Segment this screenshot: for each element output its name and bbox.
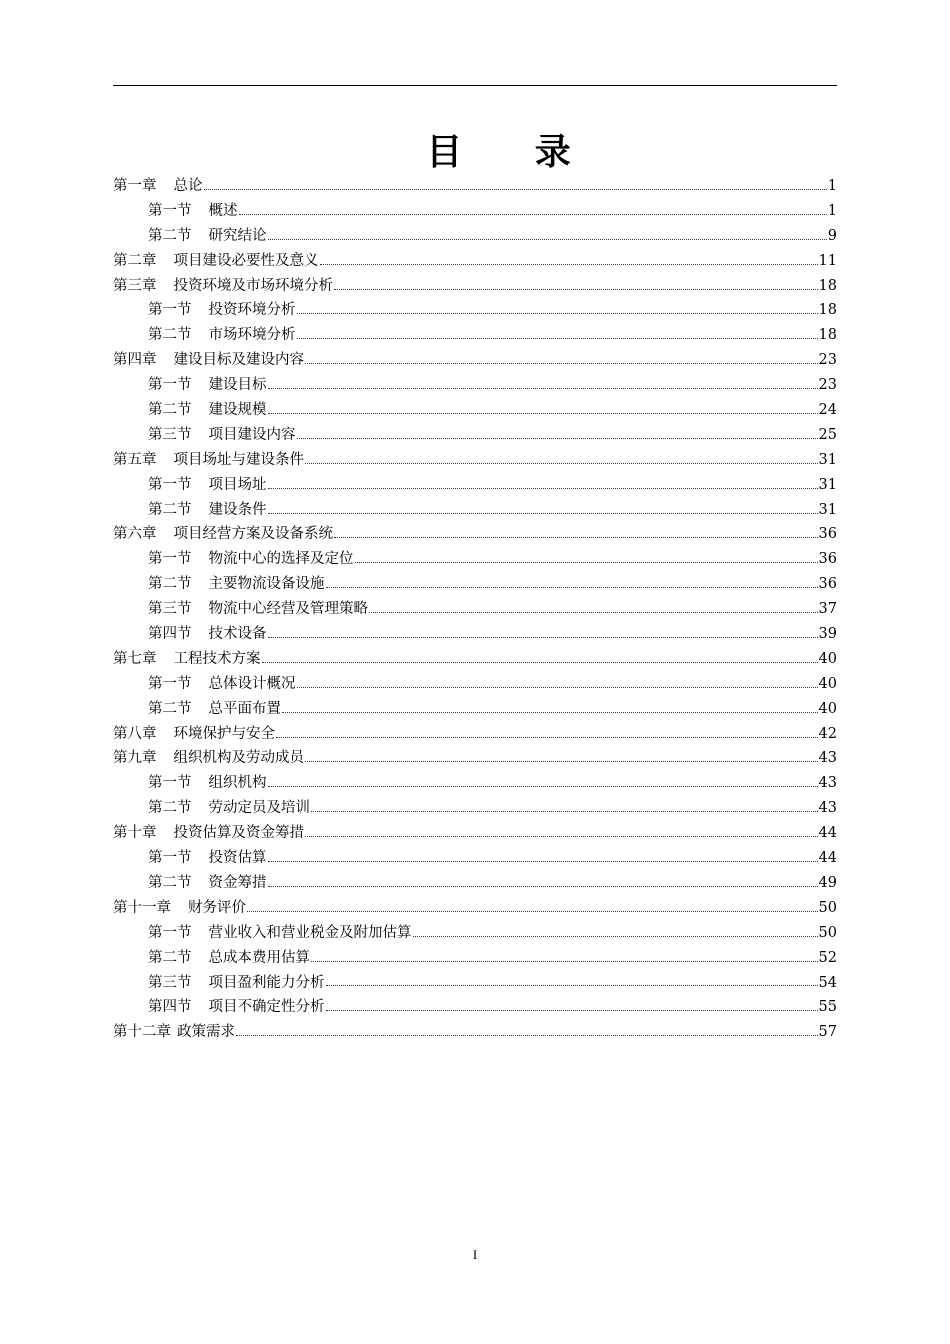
toc-entry-title: 市场环境分析 — [208, 327, 296, 344]
table-of-contents — [113, 174, 837, 1045]
toc-entry-page: 31 — [818, 451, 837, 468]
toc-entry-label — [113, 348, 304, 373]
toc-entry-title: 组织机构 — [208, 775, 267, 792]
toc-entry-number: 第一节 — [148, 675, 192, 692]
toc-dot-leader — [297, 438, 818, 439]
toc-entry-page: 40 — [818, 675, 837, 692]
toc-dot-leader — [268, 786, 818, 787]
toc-entry-page: 36 — [818, 551, 837, 568]
toc-entry-label — [148, 323, 296, 348]
toc-entry-page: 43 — [818, 750, 837, 767]
toc-chapter-entry[interactable] — [113, 274, 837, 299]
toc-dot-leader — [204, 189, 827, 190]
toc-dot-leader — [305, 363, 818, 364]
toc-entry-title: 项目建设内容 — [208, 426, 296, 443]
toc-entry-title: 建设目标及建设内容 — [173, 352, 304, 369]
toc-entry-title: 技术设备 — [208, 626, 267, 643]
toc-section-entry[interactable] — [113, 473, 837, 498]
toc-dot-leader — [326, 1010, 818, 1011]
toc-entry-label — [148, 498, 267, 523]
toc-entry-title: 劳动定员及培训 — [208, 800, 310, 817]
toc-dot-leader — [268, 513, 818, 514]
toc-entry-number: 第一节 — [148, 850, 192, 867]
toc-entry-label — [113, 522, 333, 547]
toc-chapter-entry[interactable] — [113, 174, 837, 199]
toc-entry-number: 第二节 — [148, 501, 192, 518]
toc-section-entry[interactable] — [113, 298, 837, 323]
toc-entry-number: 第一节 — [148, 551, 192, 568]
toc-entry-page: 39 — [818, 626, 837, 643]
toc-dot-leader — [247, 911, 818, 912]
toc-entry-label — [148, 771, 267, 796]
toc-entry-page: 31 — [818, 476, 837, 493]
toc-entry-label — [148, 547, 354, 572]
toc-dot-leader — [369, 612, 818, 613]
toc-entry-page: 23 — [818, 377, 837, 394]
toc-section-entry[interactable] — [113, 921, 837, 946]
toc-dot-leader — [268, 861, 818, 862]
toc-entry-number: 第六章 — [113, 526, 157, 543]
toc-dot-leader — [297, 338, 818, 339]
toc-entry-label — [148, 796, 310, 821]
toc-entry-label — [113, 274, 333, 299]
toc-section-entry[interactable] — [113, 771, 837, 796]
toc-chapter-entry[interactable] — [113, 896, 837, 921]
toc-entry-page: 37 — [818, 601, 837, 618]
toc-entry-number: 第五章 — [113, 451, 157, 468]
toc-dot-leader — [326, 587, 818, 588]
toc-chapter-entry[interactable] — [113, 722, 837, 747]
header-rule — [113, 85, 837, 86]
toc-entry-label — [148, 398, 267, 423]
toc-entry-number: 第四章 — [113, 352, 157, 369]
toc-entry-page: 1 — [827, 178, 837, 194]
toc-entry-label — [148, 871, 267, 896]
toc-entry-label — [148, 995, 325, 1020]
toc-entry-title: 主要物流设备设施 — [208, 576, 325, 593]
toc-entry-title: 总平面布置 — [208, 700, 281, 717]
toc-chapter-entry[interactable] — [113, 1020, 837, 1045]
toc-entry-number: 第一章 — [113, 178, 157, 194]
toc-entry-label — [113, 896, 246, 921]
toc-entry-label — [148, 971, 325, 996]
toc-entry-title: 建设目标 — [208, 377, 267, 394]
toc-section-entry[interactable] — [113, 323, 837, 348]
toc-dot-leader — [355, 562, 818, 563]
toc-entry-title: 项目不确定性分析 — [208, 999, 325, 1016]
toc-entry-label — [148, 622, 267, 647]
toc-entry-number: 第八章 — [113, 725, 157, 742]
toc-entry-number: 第三节 — [148, 974, 192, 991]
toc-dot-leader — [239, 214, 827, 215]
toc-entry-title: 总体设计概况 — [208, 675, 296, 692]
toc-entry-page: 36 — [818, 576, 837, 593]
toc-section-entry[interactable] — [113, 423, 837, 448]
toc-entry-page: 52 — [818, 949, 837, 966]
toc-dot-leader — [276, 737, 818, 738]
toc-entry-title: 环境保护与安全 — [173, 725, 275, 742]
toc-dot-leader — [320, 264, 818, 265]
toc-entry-label — [148, 224, 267, 249]
toc-entry-page: 1 — [827, 202, 837, 219]
toc-entry-title: 投资环境及市场环境分析 — [173, 277, 333, 294]
toc-entry-number: 第四节 — [148, 626, 192, 643]
toc-entry-title: 资金筹措 — [208, 874, 267, 891]
toc-entry-number: 第二节 — [148, 949, 192, 966]
toc-dot-leader — [268, 239, 827, 240]
toc-entry-number: 第十一章 — [113, 899, 171, 916]
toc-section-entry[interactable] — [113, 199, 837, 224]
toc-entry-number: 第十二章 — [113, 1024, 171, 1041]
toc-entry-page: 25 — [818, 426, 837, 443]
toc-section-entry[interactable] — [113, 946, 837, 971]
toc-section-entry[interactable] — [113, 224, 837, 249]
toc-entry-page: 36 — [818, 526, 837, 543]
toc-entry-page: 49 — [818, 874, 837, 891]
toc-entry-number: 第九章 — [113, 750, 157, 767]
toc-entry-number: 第七章 — [113, 650, 157, 667]
toc-dot-leader — [305, 463, 818, 464]
toc-entry-number: 第十章 — [113, 825, 157, 842]
toc-entry-page: 11 — [818, 252, 837, 269]
toc-section-entry[interactable] — [113, 672, 837, 697]
toc-entry-number: 第一节 — [148, 924, 192, 941]
toc-entry-page: 44 — [818, 850, 837, 867]
toc-entry-number: 第一节 — [148, 302, 192, 319]
toc-dot-leader — [326, 985, 818, 986]
toc-entry-title: 物流中心的选择及定位 — [208, 551, 354, 568]
toc-entry-number: 第一节 — [148, 202, 192, 219]
toc-entry-number: 第二节 — [148, 800, 192, 817]
toc-entry-page: 18 — [818, 302, 837, 319]
toc-entry-title: 建设规模 — [208, 402, 267, 419]
toc-entry-page: 40 — [818, 700, 837, 717]
toc-section-entry[interactable] — [113, 995, 837, 1020]
toc-chapter-entry[interactable] — [113, 821, 837, 846]
toc-dot-leader — [334, 537, 818, 538]
toc-dot-leader — [334, 289, 818, 290]
toc-entry-title: 财务评价 — [188, 899, 246, 916]
toc-entry-label — [148, 846, 267, 871]
toc-entry-title: 项目场址 — [208, 476, 267, 493]
toc-dot-leader — [282, 712, 818, 713]
page-number: I — [472, 1247, 478, 1262]
toc-chapter-entry[interactable] — [113, 348, 837, 373]
toc-entry-number: 第一节 — [148, 775, 192, 792]
toc-entry-title: 政策需求 — [177, 1024, 235, 1041]
toc-entry-label — [148, 921, 412, 946]
toc-entry-title: 营业收入和营业税金及附加估算 — [208, 924, 412, 941]
toc-entry-title: 投资估算 — [208, 850, 267, 867]
toc-entry-number: 第四节 — [148, 999, 192, 1016]
toc-dot-leader — [268, 637, 818, 638]
toc-dot-leader — [297, 313, 818, 314]
toc-chapter-entry[interactable] — [113, 448, 837, 473]
toc-dot-leader — [268, 388, 818, 389]
toc-entry-label — [113, 647, 261, 672]
toc-entry-page: 43 — [818, 800, 837, 817]
toc-entry-page: 54 — [818, 974, 837, 991]
toc-entry-page: 57 — [818, 1024, 837, 1041]
toc-entry-label — [148, 672, 296, 697]
toc-entry-title: 投资环境分析 — [208, 302, 296, 319]
toc-dot-leader — [236, 1035, 818, 1036]
toc-dot-leader — [413, 936, 818, 937]
toc-entry-number: 第二节 — [148, 402, 192, 419]
toc-section-entry[interactable] — [113, 697, 837, 722]
toc-section-entry[interactable] — [113, 597, 837, 622]
toc-section-entry[interactable] — [113, 498, 837, 523]
toc-entry-page: 55 — [818, 999, 837, 1016]
toc-entry-page: 42 — [818, 725, 837, 742]
toc-section-entry[interactable] — [113, 622, 837, 647]
toc-chapter-entry[interactable] — [113, 746, 837, 771]
toc-entry-page: 23 — [818, 352, 837, 369]
toc-entry-label — [148, 697, 281, 722]
toc-entry-title: 项目盈利能力分析 — [208, 974, 325, 991]
toc-entry-label — [148, 597, 368, 622]
toc-entry-label — [148, 199, 238, 224]
toc-entry-page: 40 — [818, 650, 837, 667]
toc-entry-title: 项目场址与建设条件 — [173, 451, 304, 468]
toc-entry-title: 总论 — [173, 178, 203, 194]
toc-entry-label — [113, 448, 304, 473]
toc-entry-label — [148, 473, 267, 498]
toc-entry-number: 第二节 — [148, 874, 192, 891]
toc-entry-page: 9 — [827, 227, 837, 244]
toc-entry-title: 工程技术方案 — [173, 650, 261, 667]
toc-entry-label — [148, 423, 296, 448]
toc-section-entry[interactable] — [113, 572, 837, 597]
toc-entry-title: 建设条件 — [208, 501, 267, 518]
toc-entry-page: 24 — [818, 402, 837, 419]
toc-entry-number: 第三节 — [148, 601, 192, 618]
toc-entry-label — [148, 373, 267, 398]
toc-entry-number: 第三章 — [113, 277, 157, 294]
toc-entry-number: 第二节 — [148, 227, 192, 244]
toc-entry-number: 第一节 — [148, 377, 192, 394]
toc-dot-leader — [268, 488, 818, 489]
toc-entry-number: 第二节 — [148, 576, 192, 593]
toc-dot-leader — [297, 687, 818, 688]
toc-section-entry[interactable] — [113, 846, 837, 871]
toc-entry-number: 第二节 — [148, 327, 192, 344]
toc-entry-title: 总成本费用估算 — [208, 949, 310, 966]
toc-entry-page: 18 — [818, 327, 837, 344]
toc-entry-number: 第三节 — [148, 426, 192, 443]
toc-chapter-entry[interactable] — [113, 522, 837, 547]
toc-section-entry[interactable] — [113, 373, 837, 398]
toc-entry-label — [113, 722, 275, 747]
toc-entry-label — [113, 821, 304, 846]
toc-entry-label — [113, 249, 319, 274]
toc-dot-leader — [311, 811, 818, 812]
toc-entry-page: 50 — [818, 924, 837, 941]
toc-entry-title: 物流中心经营及管理策略 — [208, 601, 368, 618]
toc-chapter-entry[interactable] — [113, 249, 837, 274]
toc-entry-label — [148, 298, 296, 323]
toc-entry-label — [113, 1020, 235, 1045]
toc-entry-number: 第一节 — [148, 476, 192, 493]
toc-dot-leader — [262, 662, 818, 663]
toc-dot-leader — [268, 886, 818, 887]
toc-entry-page: 44 — [818, 825, 837, 842]
toc-section-entry[interactable] — [113, 547, 837, 572]
toc-section-entry[interactable] — [113, 796, 837, 821]
toc-entry-title: 项目经营方案及设备系统 — [173, 526, 333, 543]
toc-entry-page: 18 — [818, 277, 837, 294]
toc-entry-label — [113, 746, 304, 771]
toc-dot-leader — [268, 413, 818, 414]
toc-entry-number: 第二章 — [113, 252, 157, 269]
toc-entry-label — [113, 174, 203, 199]
toc-entry-page: 31 — [818, 501, 837, 518]
toc-entry-page: 43 — [818, 775, 837, 792]
toc-section-entry[interactable] — [113, 971, 837, 996]
toc-dot-leader — [305, 761, 818, 762]
toc-section-entry[interactable] — [113, 871, 837, 896]
toc-entry-label — [148, 572, 325, 597]
toc-entry-title: 组织机构及劳动成员 — [173, 750, 304, 767]
toc-entry-number: 第二节 — [148, 700, 192, 717]
toc-entry-label — [148, 946, 310, 971]
toc-entry-title: 研究结论 — [208, 227, 267, 244]
toc-entry-title: 项目建设必要性及意义 — [173, 252, 319, 269]
toc-title: 目 录 — [426, 131, 601, 173]
toc-section-entry[interactable] — [113, 398, 837, 423]
toc-entry-title: 概述 — [208, 202, 238, 219]
toc-dot-leader — [311, 961, 818, 962]
toc-entry-title: 投资估算及资金筹措 — [173, 825, 304, 842]
toc-dot-leader — [305, 836, 818, 837]
toc-chapter-entry[interactable] — [113, 647, 837, 672]
toc-entry-page: 50 — [818, 899, 837, 916]
